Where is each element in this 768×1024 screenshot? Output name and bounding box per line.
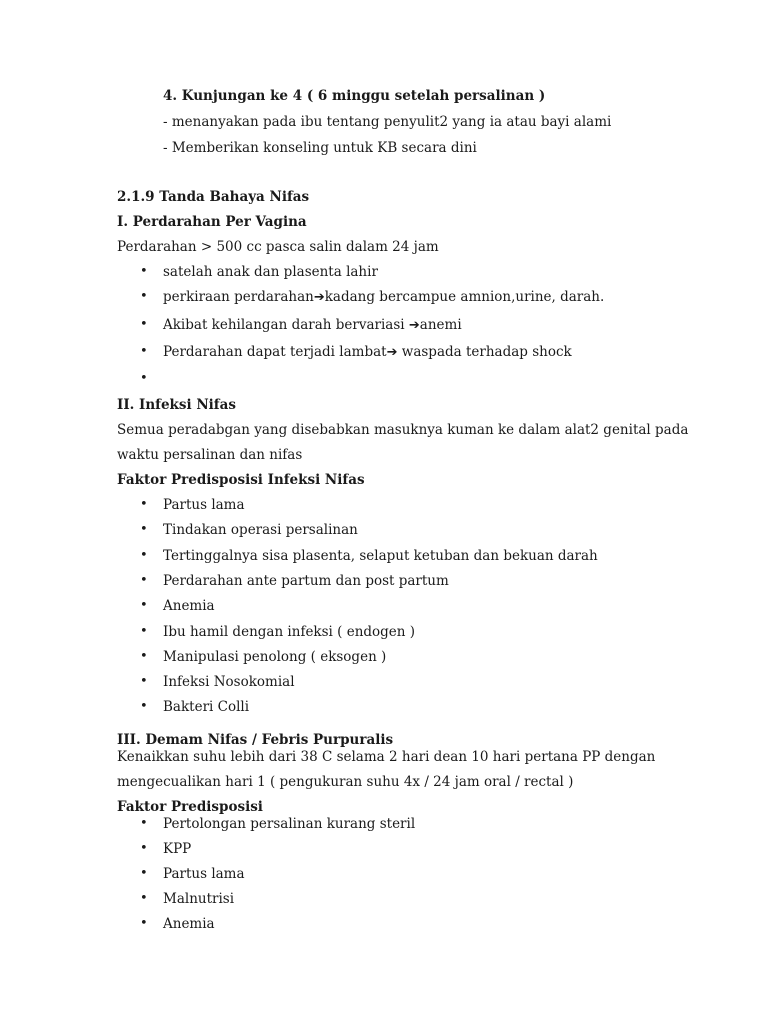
infeksi-faktor-item: Perdarahan ante partum dan post partum xyxy=(163,572,449,589)
arrow-right-icon: ➔ xyxy=(386,345,398,360)
section-heading-demam: III. Demam Nifas / Febris Purpuralis xyxy=(117,732,394,748)
bullet-icon: • xyxy=(140,648,148,664)
perdarahan-bullet-4 xyxy=(163,343,572,362)
bullet-icon: • xyxy=(140,547,148,563)
demam-para-line-1: Kenaikkan suhu lebih dari 38 C selama 2 hari dean 10 hari pertana PP dengan xyxy=(117,749,656,765)
bullet-icon: • xyxy=(140,317,148,332)
bullet-icon: • xyxy=(140,674,148,690)
perdarahan-bullet-1: satelah anak dan plasenta lahir xyxy=(163,264,378,280)
demam-faktor-heading: Faktor Predisposisi xyxy=(117,799,263,815)
bullet-icon: • xyxy=(140,623,148,639)
perdarahan-bullet-3 xyxy=(163,316,462,335)
perdarahan-bullet-2 xyxy=(163,288,604,307)
perdarahan-bullet-3-pre: Akibat kehilangan darah bervariasi xyxy=(163,317,409,333)
kunjungan-title: 4. Kunjungan ke 4 ( 6 minggu setelah persalinan ) xyxy=(163,88,546,104)
bullet-icon: • xyxy=(140,598,148,614)
demam-para-line-2: mengecualikan hari 1 ( pengukuran suhu 4x / 24 jam oral / rectal ) xyxy=(117,774,574,790)
infeksi-faktor-item: Tindakan operasi persalinan xyxy=(163,522,358,539)
bullet-icon: • xyxy=(140,891,148,906)
demam-faktor-item: Malnutrisi xyxy=(163,891,235,907)
bullet-icon-empty: • xyxy=(140,371,148,386)
bullet-icon: • xyxy=(140,289,148,304)
infeksi-faktor-item: Partus lama xyxy=(163,497,245,513)
kunjungan-item-2: - Memberikan konseling untuk KB secara dini xyxy=(163,140,477,156)
arrow-right-icon: ➔ xyxy=(408,318,420,333)
infeksi-faktor-item: Infeksi Nosokomial xyxy=(163,674,295,691)
infeksi-faktor-item: Tertinggalnya sisa plasenta, selaput ketuban dan bekuan darah xyxy=(163,547,598,564)
demam-faktor-item: Anemia xyxy=(163,916,215,932)
demam-faktor-item: Pertolongan persalinan kurang steril xyxy=(163,816,416,832)
demam-faktor-item: Partus lama xyxy=(163,866,245,882)
section-heading-perdarahan: I. Perdarahan Per Vagina xyxy=(117,214,307,230)
perdarahan-bullet-2-post: kadang bercampue amnion,urine, darah. xyxy=(324,289,605,305)
demam-faktor-item: KPP xyxy=(163,841,192,857)
section-heading-tanda-bahaya: 2.1.9 Tanda Bahaya Nifas xyxy=(117,189,310,205)
infeksi-para-line-2: waktu persalinan dan nifas xyxy=(117,447,303,463)
bullet-icon: • xyxy=(140,572,148,588)
perdarahan-bullet-4-pre: Perdarahan dapat terjadi lambat xyxy=(163,344,387,360)
infeksi-para-line-1: Semua peradabgan yang disebabkan masuknya kuman ke dalam alat2 genital pada xyxy=(117,422,689,438)
infeksi-faktor-item: Manipulasi penolong ( eksogen ) xyxy=(163,648,387,665)
infeksi-faktor-item: Anemia xyxy=(163,598,215,615)
bullet-icon: • xyxy=(140,699,148,715)
bullet-icon: • xyxy=(140,497,148,512)
infeksi-faktor-item: Bakteri Colli xyxy=(163,699,250,716)
infeksi-faktor-item: Ibu hamil dengan infeksi ( endogen ) xyxy=(163,623,416,640)
bullet-icon: • xyxy=(140,816,148,831)
bullet-icon: • xyxy=(140,916,148,931)
arrow-right-icon: ➔ xyxy=(313,290,325,305)
perdarahan-bullet-3-post: anemi xyxy=(419,317,462,333)
perdarahan-intro: Perdarahan > 500 cc pasca salin dalam 24 jam xyxy=(117,239,439,255)
bullet-icon: • xyxy=(140,344,148,359)
infeksi-faktor-heading: Faktor Predisposisi Infeksi Nifas xyxy=(117,472,365,488)
kunjungan-item-1: - menanyakan pada ibu tentang penyulit2 yang ia atau bayi alami xyxy=(163,114,612,130)
perdarahan-bullet-2-pre: perkiraan perdarahan xyxy=(163,289,314,305)
bullet-icon: • xyxy=(140,522,148,538)
bullet-icon: • xyxy=(140,866,148,881)
perdarahan-bullet-4-post: waspada terhadap shock xyxy=(397,344,572,360)
bullet-icon: • xyxy=(140,841,148,856)
bullet-icon: • xyxy=(140,264,148,279)
section-heading-infeksi: II. Infeksi Nifas xyxy=(117,397,236,413)
